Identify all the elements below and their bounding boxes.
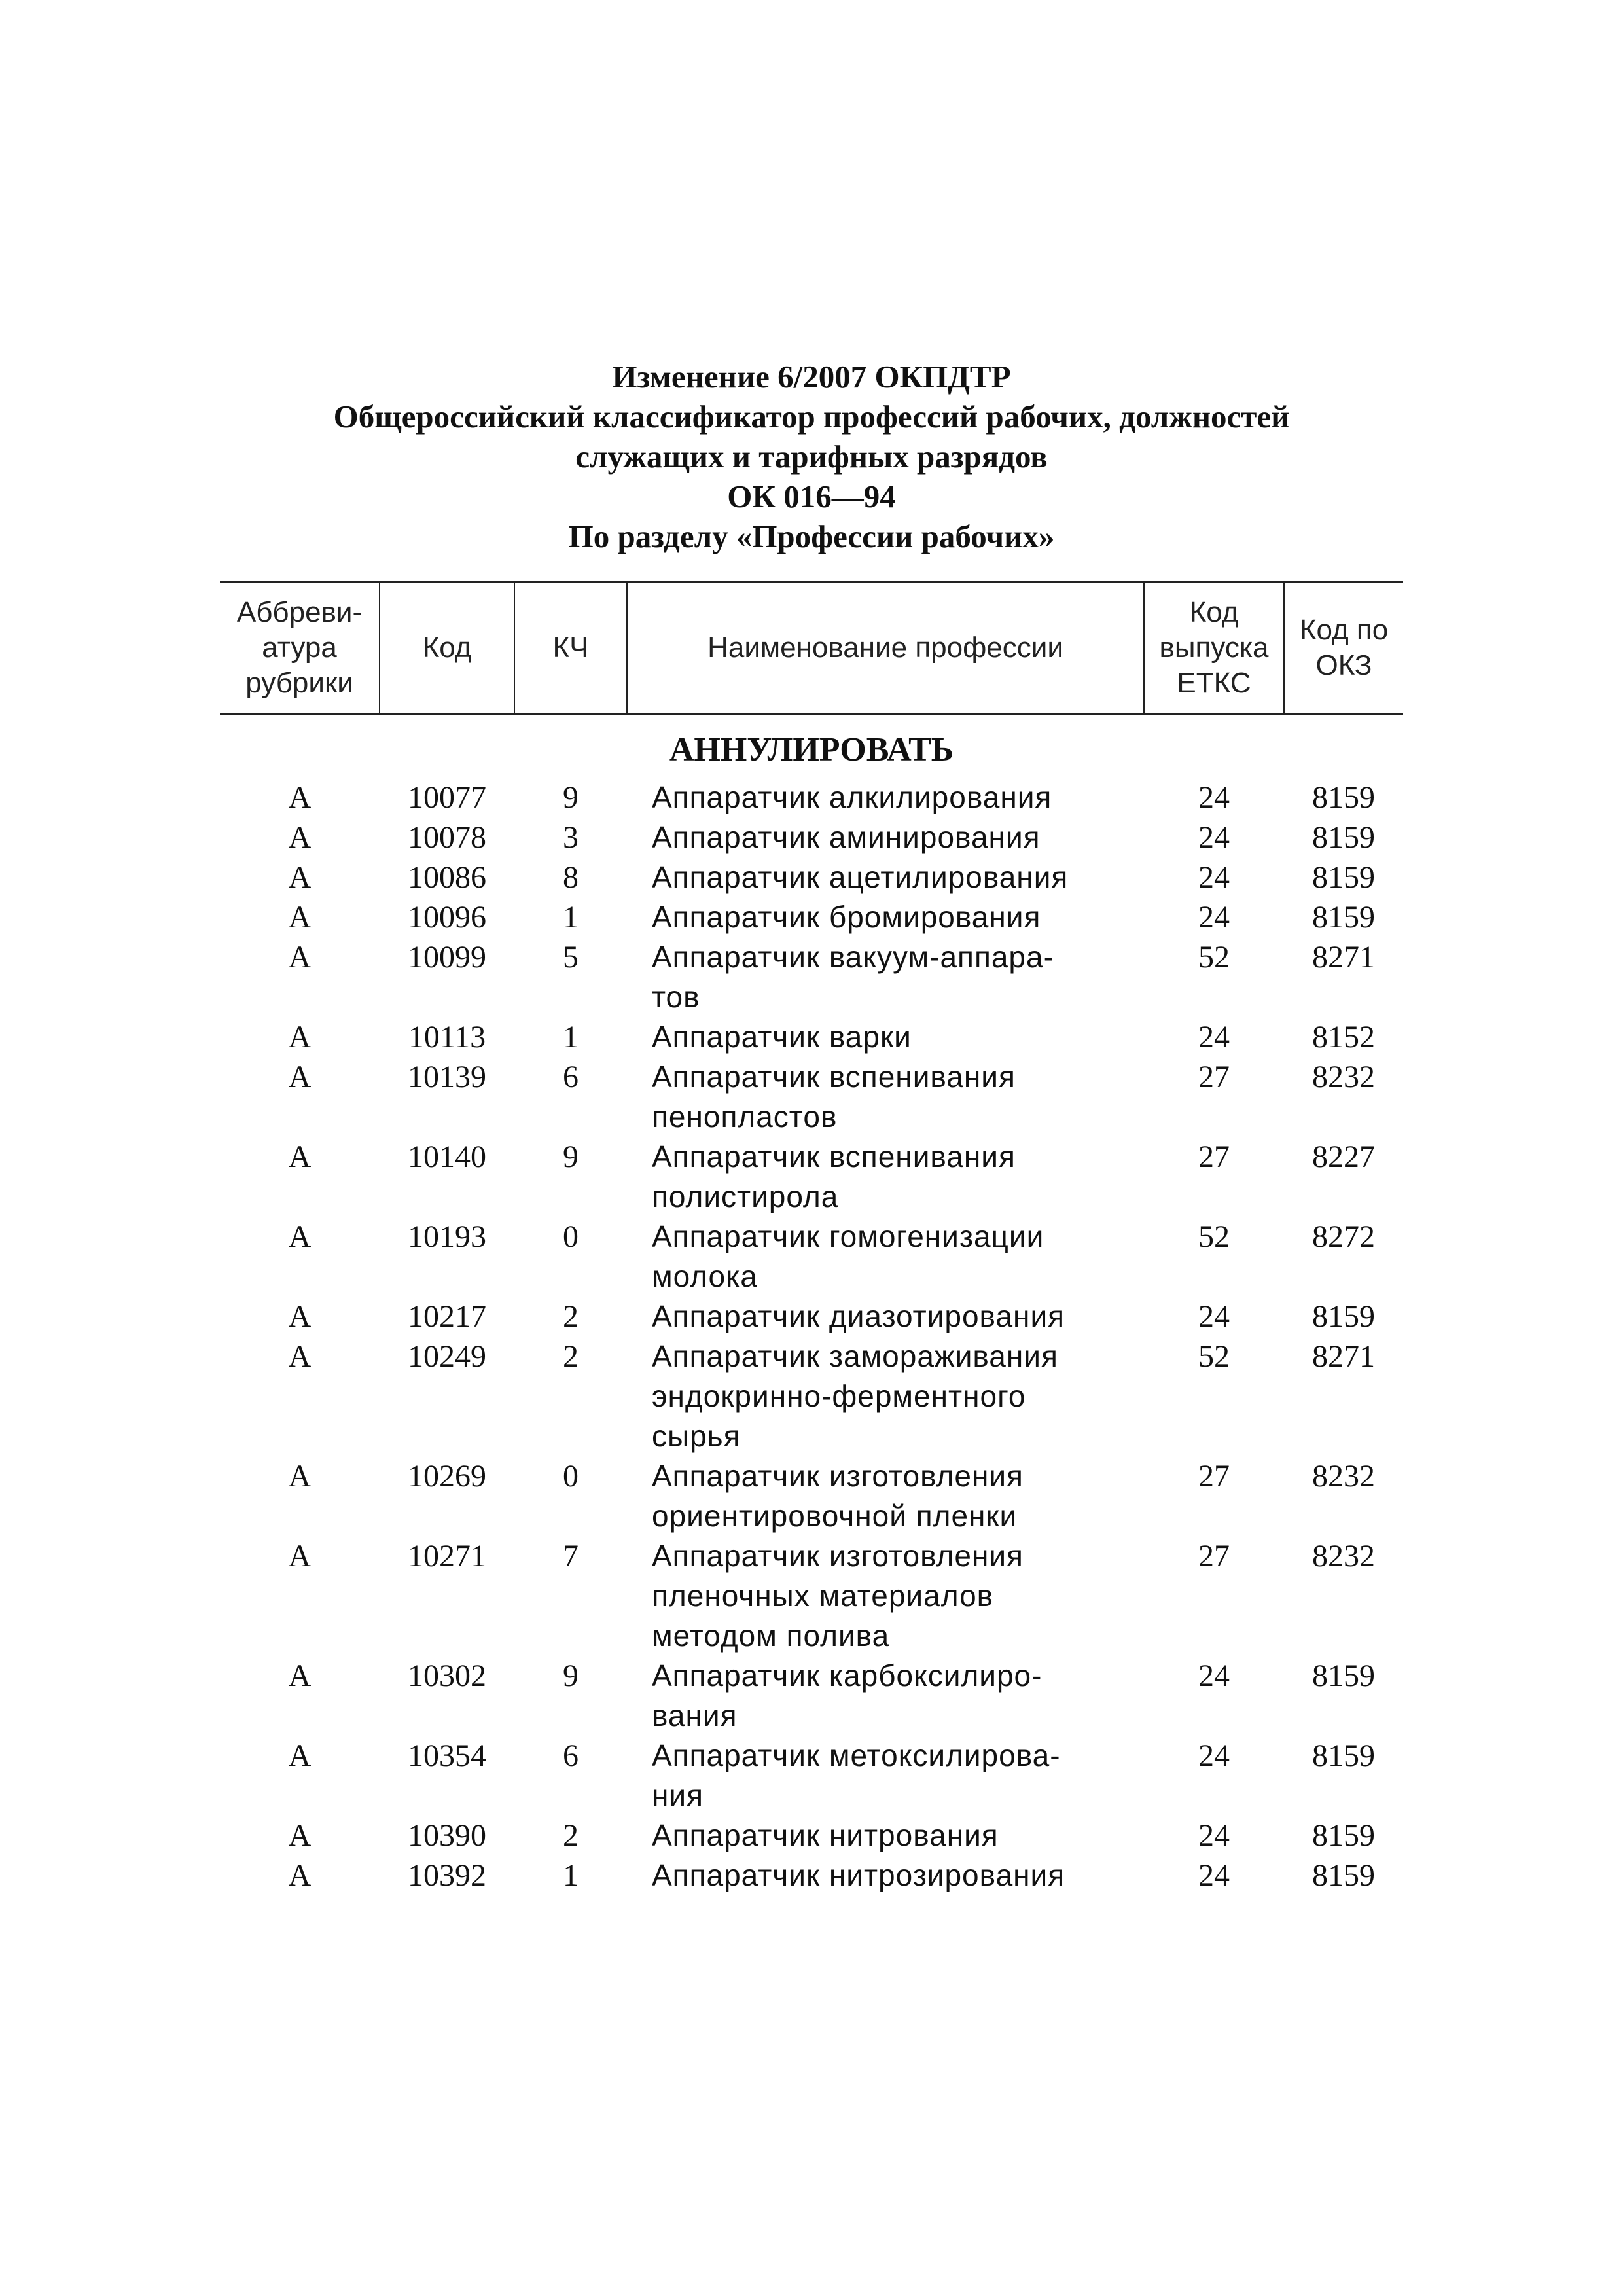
profession-code: 10217 xyxy=(408,1299,486,1334)
profession-code: 10249 xyxy=(408,1339,486,1374)
profession-name xyxy=(627,1536,1144,1656)
control-digit: 8 xyxy=(563,860,579,895)
table-row xyxy=(220,778,1403,817)
profession-code: 10113 xyxy=(408,1020,486,1054)
rubric-abbreviation: А xyxy=(288,1020,312,1054)
profession-name-line: Аппаратчик алкилирования xyxy=(652,780,1052,814)
okz-code: 8232 xyxy=(1312,1539,1375,1573)
profession-name-line: Аппаратчик варки xyxy=(652,1020,912,1054)
profession-name xyxy=(627,1057,1144,1137)
okz-code: 8152 xyxy=(1312,1020,1375,1054)
okz-code: 8271 xyxy=(1312,1339,1375,1374)
etks-issue-code: 27 xyxy=(1198,1539,1230,1573)
table-row xyxy=(220,897,1403,937)
profession-name-line: Аппаратчик нитрозирования xyxy=(652,1858,1065,1892)
column-header-line: Аббреви- xyxy=(236,596,363,628)
table-row xyxy=(220,1856,1403,1895)
table-row xyxy=(220,1456,1403,1536)
etks-issue-code: 24 xyxy=(1198,860,1230,895)
control-digit: 1 xyxy=(563,1020,579,1054)
okz-code: 8272 xyxy=(1312,1219,1375,1254)
etks-issue-code: 24 xyxy=(1198,780,1230,815)
rubric-abbreviation: А xyxy=(288,780,312,815)
table-row xyxy=(220,1816,1403,1856)
okz-code: 8159 xyxy=(1312,1738,1375,1773)
column-header-abbr-header xyxy=(220,582,380,714)
profession-name-line: тов xyxy=(652,980,700,1014)
control-digit: 6 xyxy=(563,1060,579,1094)
profession-name-line: сырья xyxy=(652,1419,741,1453)
rubric-abbreviation: А xyxy=(288,940,312,975)
rubric-abbreviation: А xyxy=(288,820,312,855)
control-digit: 1 xyxy=(563,1858,579,1893)
column-header-line: рубрики xyxy=(245,667,353,699)
profession-name-line: Аппаратчик нитрования xyxy=(652,1818,999,1852)
control-digit: 2 xyxy=(563,1299,579,1334)
column-header-line: атура xyxy=(262,632,337,664)
profession-name-line: Аппаратчик вакуум-аппара- xyxy=(652,940,1054,974)
profession-name-line: ния xyxy=(652,1778,704,1812)
profession-name-line: пенопластов xyxy=(652,1100,838,1134)
table-body xyxy=(220,714,1403,1895)
rubric-abbreviation: А xyxy=(288,1299,312,1334)
profession-code: 10392 xyxy=(408,1858,486,1893)
profession-name-line: Аппаратчик метоксилирова- xyxy=(652,1738,1061,1772)
profession-name xyxy=(627,1137,1144,1217)
table-row xyxy=(220,1297,1403,1336)
control-digit: 6 xyxy=(563,1738,579,1773)
table-row xyxy=(220,1536,1403,1656)
okz-code: 8159 xyxy=(1312,860,1375,895)
rubric-abbreviation: А xyxy=(288,1219,312,1254)
rubric-abbreviation: А xyxy=(288,1459,312,1494)
profession-name xyxy=(627,1856,1144,1895)
classifier-code: ОК 016—94 xyxy=(727,478,896,514)
control-digit: 2 xyxy=(563,1818,579,1853)
profession-code: 10140 xyxy=(408,1139,486,1174)
etks-issue-code: 24 xyxy=(1198,1659,1230,1693)
etks-issue-code: 52 xyxy=(1198,940,1230,975)
profession-name-line: Аппаратчик карбоксилиро- xyxy=(652,1659,1043,1693)
profession-name-line: Аппаратчик диазотирования xyxy=(652,1299,1065,1333)
professions-table xyxy=(220,581,1403,1895)
okz-code: 8271 xyxy=(1312,940,1375,975)
column-header-line: Наименование профессии xyxy=(707,632,1063,664)
okz-code: 8232 xyxy=(1312,1459,1375,1494)
profession-code: 10302 xyxy=(408,1659,486,1693)
column-header-line: выпуска xyxy=(1159,632,1269,664)
profession-name-line: молока xyxy=(652,1259,758,1293)
column-header-etks-header xyxy=(1144,582,1284,714)
column-header-name-header xyxy=(627,582,1144,714)
profession-code: 10390 xyxy=(408,1818,486,1853)
profession-name-line: методом полива xyxy=(652,1619,890,1653)
column-header-kch-header xyxy=(514,582,627,714)
control-digit: 2 xyxy=(563,1339,579,1374)
etks-issue-code: 27 xyxy=(1198,1060,1230,1094)
column-header-line: КЧ xyxy=(552,632,589,664)
column-header-line: Код по xyxy=(1299,614,1389,646)
profession-name-line: Аппаратчик замораживания xyxy=(652,1339,1058,1373)
profession-name xyxy=(627,897,1144,937)
profession-code: 10077 xyxy=(408,780,486,815)
profession-name xyxy=(627,1017,1144,1057)
control-digit: 7 xyxy=(563,1539,579,1573)
profession-code: 10139 xyxy=(408,1060,486,1094)
table-row xyxy=(220,1736,1403,1816)
profession-name xyxy=(627,1656,1144,1736)
rubric-abbreviation: А xyxy=(288,1060,312,1094)
profession-code: 10193 xyxy=(408,1219,486,1254)
document-title-block xyxy=(0,357,1623,556)
okz-code: 8159 xyxy=(1312,900,1375,935)
etks-issue-code: 24 xyxy=(1198,1738,1230,1773)
column-header-code-header xyxy=(380,582,514,714)
profession-name xyxy=(627,1336,1144,1456)
table-row xyxy=(220,857,1403,897)
control-digit: 9 xyxy=(563,780,579,815)
column-header-line: Код xyxy=(422,632,472,664)
okz-code: 8227 xyxy=(1312,1139,1375,1174)
column-header-line: Код xyxy=(1189,596,1239,628)
profession-name xyxy=(627,1816,1144,1856)
profession-code: 10096 xyxy=(408,900,486,935)
etks-issue-code: 24 xyxy=(1198,1858,1230,1893)
rubric-abbreviation: А xyxy=(288,1858,312,1893)
rubric-abbreviation: А xyxy=(288,1139,312,1174)
profession-name-line: Аппаратчик бромирования xyxy=(652,900,1041,934)
profession-name-line: Аппаратчик аминирования xyxy=(652,820,1041,854)
profession-name xyxy=(627,857,1144,897)
profession-name-line: Аппаратчик вспенивания xyxy=(652,1139,1016,1174)
table-row xyxy=(220,1137,1403,1217)
section-title: АННУЛИРОВАТЬ xyxy=(669,731,954,768)
section-row xyxy=(220,714,1403,778)
profession-name-line: пленочных материалов xyxy=(652,1579,994,1613)
column-header-line: ОКЗ xyxy=(1315,649,1372,681)
okz-code: 8159 xyxy=(1312,1659,1375,1693)
okz-code: 8232 xyxy=(1312,1060,1375,1094)
table-row xyxy=(220,817,1403,857)
okz-code: 8159 xyxy=(1312,1818,1375,1853)
rubric-abbreviation: А xyxy=(288,1539,312,1573)
control-digit: 3 xyxy=(563,820,579,855)
etks-issue-code: 27 xyxy=(1198,1139,1230,1174)
table-row xyxy=(220,1336,1403,1456)
profession-name-line: вания xyxy=(652,1698,738,1732)
etks-issue-code: 52 xyxy=(1198,1219,1230,1254)
profession-name-line: Аппаратчик изготовления xyxy=(652,1459,1024,1493)
table-row xyxy=(220,937,1403,1017)
profession-code: 10078 xyxy=(408,820,486,855)
control-digit: 9 xyxy=(563,1659,579,1693)
table-row xyxy=(220,1656,1403,1736)
profession-name xyxy=(627,1297,1144,1336)
table-header-row xyxy=(220,582,1403,714)
profession-name-line: ориентировочной пленки xyxy=(652,1499,1018,1533)
profession-code: 10269 xyxy=(408,1459,486,1494)
etks-issue-code: 24 xyxy=(1198,1020,1230,1054)
rubric-abbreviation: А xyxy=(288,1659,312,1693)
profession-name-line: Аппаратчик гомогенизации xyxy=(652,1219,1044,1253)
etks-issue-code: 24 xyxy=(1198,1818,1230,1853)
column-header-line: ЕТКС xyxy=(1177,667,1251,699)
control-digit: 5 xyxy=(563,940,579,975)
rubric-abbreviation: А xyxy=(288,1818,312,1853)
etks-issue-code: 27 xyxy=(1198,1459,1230,1494)
profession-code: 10086 xyxy=(408,860,486,895)
profession-code: 10354 xyxy=(408,1738,486,1773)
classifier-subtitle: служащих и тарифных разрядов xyxy=(575,439,1048,475)
profession-code: 10271 xyxy=(408,1539,486,1573)
rubric-abbreviation: А xyxy=(288,1738,312,1773)
table-row xyxy=(220,1217,1403,1297)
profession-name xyxy=(627,1217,1144,1297)
rubric-abbreviation: А xyxy=(288,1339,312,1374)
okz-code: 8159 xyxy=(1312,1299,1375,1334)
profession-name-line: Аппаратчик ацетилирования xyxy=(652,860,1069,894)
classifier-title: Общероссийский классификатор профессий рабочих, должностей xyxy=(333,399,1290,435)
okz-code: 8159 xyxy=(1312,780,1375,815)
profession-name-line: Аппаратчик изготовления xyxy=(652,1539,1024,1573)
control-digit: 9 xyxy=(563,1139,579,1174)
profession-name-line: полистирола xyxy=(652,1179,839,1213)
section-heading: По разделу «Профессии рабочих» xyxy=(568,518,1055,554)
profession-name xyxy=(627,937,1144,1017)
okz-code: 8159 xyxy=(1312,820,1375,855)
amendment-title: Изменение 6/2007 ОКПДТР xyxy=(612,359,1011,395)
profession-name xyxy=(627,778,1144,817)
control-digit: 1 xyxy=(563,900,579,935)
table-row xyxy=(220,1017,1403,1057)
column-header-okz-header xyxy=(1284,582,1403,714)
profession-code: 10099 xyxy=(408,940,486,975)
okz-code: 8159 xyxy=(1312,1858,1375,1893)
rubric-abbreviation: А xyxy=(288,900,312,935)
table-row xyxy=(220,1057,1403,1137)
control-digit: 0 xyxy=(563,1219,579,1254)
etks-issue-code: 24 xyxy=(1198,900,1230,935)
profession-name-line: эндокринно-ферментного xyxy=(652,1379,1026,1413)
control-digit: 0 xyxy=(563,1459,579,1494)
profession-name xyxy=(627,1456,1144,1536)
profession-name xyxy=(627,817,1144,857)
etks-issue-code: 24 xyxy=(1198,1299,1230,1334)
profession-name-line: Аппаратчик вспенивания xyxy=(652,1060,1016,1094)
etks-issue-code: 24 xyxy=(1198,820,1230,855)
profession-name xyxy=(627,1736,1144,1816)
rubric-abbreviation: А xyxy=(288,860,312,895)
etks-issue-code: 52 xyxy=(1198,1339,1230,1374)
